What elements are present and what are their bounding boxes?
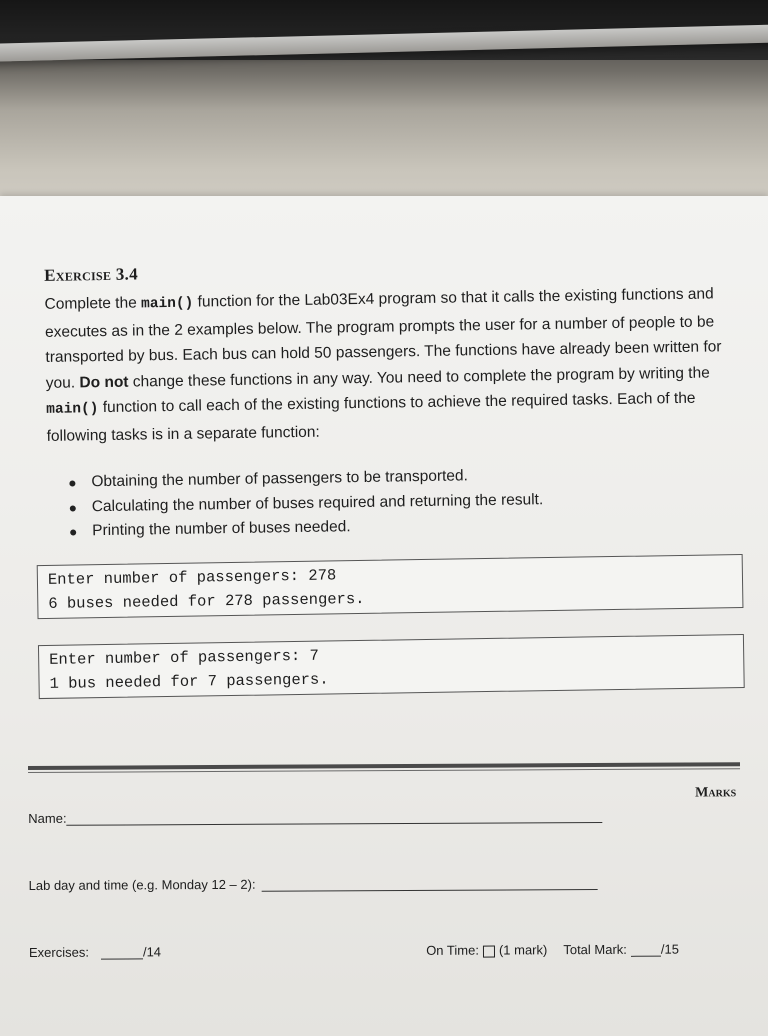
main-code-2: main() bbox=[46, 401, 98, 418]
exercises-score-field[interactable] bbox=[101, 944, 143, 959]
lab-day-field[interactable] bbox=[262, 875, 598, 892]
instructions-text-4: function to call each of the existing functions to achieve the required tasks. Each of the following tasks is in a separate function: bbox=[47, 390, 696, 445]
exercises-total: /14 bbox=[143, 944, 161, 959]
console-line: Enter number of passengers: 7 bbox=[49, 637, 743, 672]
bullet-icon bbox=[69, 480, 75, 486]
marking-section bbox=[24, 762, 741, 960]
name-label: Name: bbox=[28, 811, 66, 826]
name-field[interactable] bbox=[67, 808, 603, 826]
console-line: 6 buses needed for 278 passengers. bbox=[48, 581, 742, 616]
instructions-text-3: change these functions in any way. You need to complete the program by writing the bbox=[128, 364, 710, 390]
lab-day-row bbox=[29, 874, 741, 893]
total-total: /15 bbox=[661, 942, 679, 957]
total-score-field[interactable] bbox=[631, 942, 661, 957]
lab-day-label: Lab day and time (e.g. Monday 12 – 2): bbox=[29, 877, 256, 893]
ontime-label: On Time: bbox=[426, 943, 479, 958]
instructions-text-1: Complete the bbox=[44, 294, 141, 313]
example-output-2 bbox=[38, 633, 745, 698]
task-item-text: Printing the number of buses needed. bbox=[92, 518, 351, 539]
console-line: 1 bus needed for 7 passengers. bbox=[49, 661, 743, 696]
bullet-icon bbox=[70, 529, 76, 535]
exercises-label: Exercises: bbox=[29, 945, 89, 960]
total-label: Total Mark: bbox=[563, 942, 627, 957]
name-row bbox=[28, 807, 740, 826]
instructions-text-2: function for the Lab03Ex4 program so that it calls the existing functions and executes as in the 2 examples below. The program prompts the user for a number of people to be transported by bus. Each bus can hold 50 passengers. The functions have already been written for you. bbox=[45, 285, 722, 391]
bullet-icon bbox=[70, 505, 76, 511]
example-output-1 bbox=[37, 553, 744, 618]
exercise-instructions bbox=[44, 281, 736, 449]
main-code-1: main() bbox=[141, 296, 193, 313]
exercise-title: Exercise 3.4 bbox=[44, 255, 740, 286]
ontime-checkbox[interactable] bbox=[483, 946, 495, 958]
console-line: Enter number of passengers: 278 bbox=[48, 557, 742, 592]
ontime-note: (1 mark) bbox=[499, 942, 547, 957]
task-item-text: Obtaining the number of passengers to be transported. bbox=[91, 467, 468, 490]
exercise-section bbox=[40, 255, 747, 698]
task-list bbox=[69, 460, 744, 544]
do-not-emphasis: Do not bbox=[79, 373, 128, 391]
task-item-text: Calculating the number of buses required and returning the result. bbox=[92, 491, 544, 515]
marks-heading: Marks bbox=[24, 785, 736, 805]
